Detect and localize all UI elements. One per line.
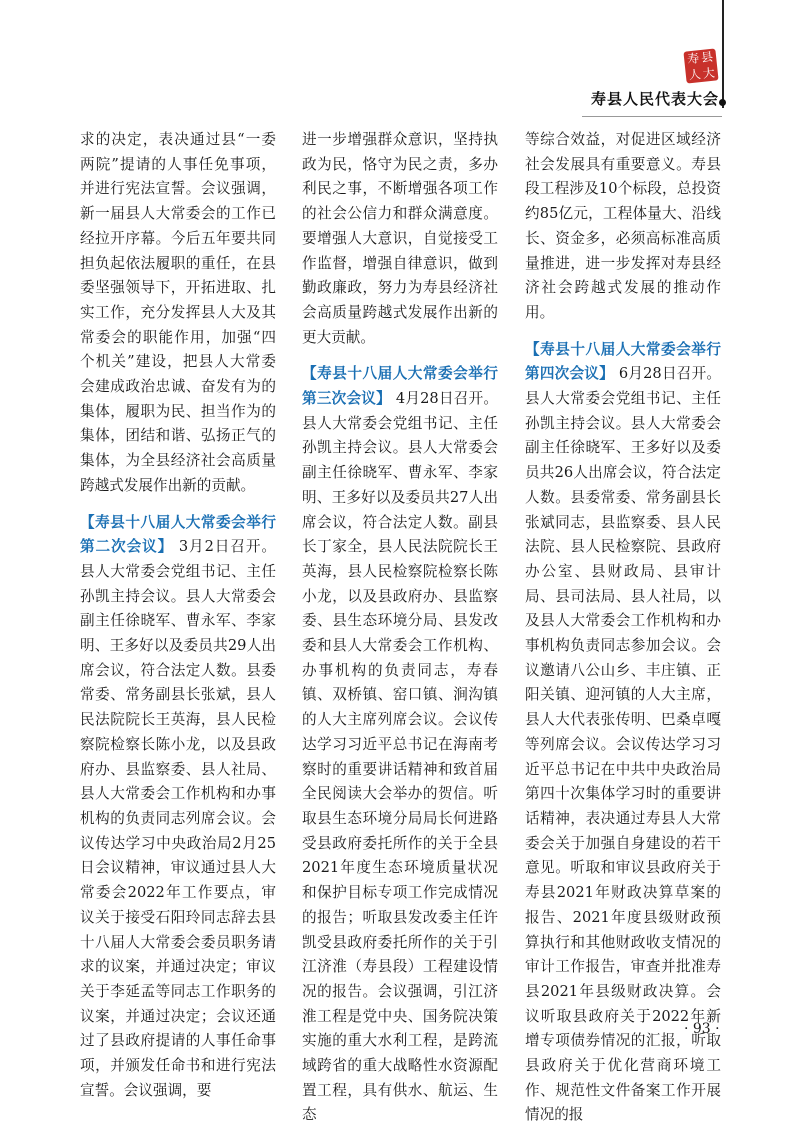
paragraph-text: 4月28日召开。县人大常委会党组书记、主任孙凯主持会议。县人大常委会副主任徐晓军、曹永军、李家明、王多好以及委员共27人出席会议，符合法定人数。副县长丁家全，县人民法院院长王英海，县人民检察院检察长陈小龙，以及县政府办、县监察委、县生态环境分局、县发改委和县人大常委会工作机构、办事机构的负责同志，寿春镇、双桥镇、窑口镇、涧沟镇的人大主席列席会议。会议传达学习习近平总书记在海南考察时的重要讲话精神和致首届全民阅读大会举办的贺信。听取县生态环境分局局长何进路受县政府委托所作的关于全县2021年度生态环境质量状况和保护目标专项工作完成情况的报告；听取县发改委主任许凯受县政府委托所作的关于引江济淮（寿县段）工程建设情况的报告。会议强调，引江济淮工程是党中央、国务院决策实施的重大水利工程，是跨流域跨省的重大战略性水资源配置工程，具有供水、航运、生态	[302, 390, 498, 1124]
title-dot	[719, 99, 726, 106]
logo-seal-icon: 寿 县 人 大	[683, 48, 718, 83]
paragraph	[525, 128, 721, 326]
paragraph-heading: 【寿县十八届人大常委会举行第三次会议】	[302, 365, 498, 408]
paragraph-heading: 【寿县十八届人大常委会举行第四次会议】	[525, 340, 721, 383]
column-1	[80, 128, 276, 1103]
paragraph	[80, 128, 276, 499]
header-vertical-line	[722, 0, 724, 108]
paragraph	[525, 338, 721, 1128]
column-3	[525, 128, 721, 1128]
paragraph	[80, 511, 276, 1104]
paragraph-text: 6月28日召开。县人大常委会党组书记、主任孙凯主持会议。县人大常委会副主任徐晓军、王多好以及委员共26人出席会议，符合法定人数。县委常委、常务副县长张斌同志，县监察委、县人民法院、县人民检察院、县政府办公室、县财政局、县审计局、县司法局、县人社局，以及县人大常委会工作机构和办事机构负责同志参加会议。会议邀请八公山乡、丰庄镇、正阳关镇、迎河镇的人大主席，县人大代表张传明、巴桑卓嘎等列席会议。会议传达学习习近平总书记在中共中央政治局第四十次集体学习时的重要讲话精神，表决通过寿县人大常委会关于加强自身建设的若干意见。听取和审议县政府关于寿县2021年财政决算草案的报告、2021年度县级财政预算执行和其他财政收支情况的审计工作报告，审查并批准寿县2021年县级财政决算。会议听取县政府关于2022年新增专项债券情况的汇报，听取县政府关于优化营商环境工作、规范性文件备案工作开展情况的报	[525, 365, 721, 1124]
paragraph-text: 3月2日召开。县人大常委会党组书记、主任孙凯主持会议。县人大常委会副主任徐晓军、曹永军、李家明、王多好以及委员共29人出席会议，符合法定人数。县委常委、常务副县长张斌，县人民法院院长王英海，县人民检察院检察长陈小龙，以及县政府办、县监察委、县人社局、县人大常委会工作机构和办事机构的负责同志列席会议。会议传达学习中央政治局2月25日会议精神，审议通过县人大常委会2022年工作要点，审议关于接受石阳玲同志辞去县十八届人大常委会委员职务请求的议案，并通过决定；审议关于李延孟等同志工作职务的议案，并通过决定；会议还通过了县政府提请的人事任命事项，并颁发任命书和进行宪法宣誓。会议强调，要	[80, 538, 276, 1099]
section-title: 寿县人民代表大会	[590, 90, 719, 108]
paragraph	[302, 128, 498, 350]
paragraph	[302, 362, 498, 1128]
header-rule	[582, 116, 722, 117]
paragraph-text: 进一步增强群众意识，坚持执政为民，恪守为民之责，多办利民之事，不断增强各项工作的社会公信力和群众满意度。要增强人大意识，自觉接受工作监督，增强自律意识，做到勤政廉政，努力为寿县经济社会高质量跨越式发展作出新的更大贡献。	[302, 131, 498, 346]
paragraph-text: 求的决定，表决通过县“一委两院”提请的人事任免事项，并进行宪法宣誓。会议强调，新一届县人大常委会的工作已经拉开序幕。今后五年要共同担负起依法履职的重任，在县委坚强领导下，开拓进取、扎实工作，充分发挥县人大及其常委会的职能作用，加强“四个机关”建设，把县人大常委会建成政治忠诚、奋发有为的集体，履职为民、担当作为的集体，团结和谐、弘扬正气的集体，为全县经济社会高质量跨越式发展作出新的贡献。	[80, 131, 276, 494]
page-number: · 93 ·	[684, 1021, 720, 1037]
paragraph-heading: 【寿县十八届人大常委会举行第二次会议】	[80, 513, 276, 556]
column-2	[302, 128, 498, 1128]
paragraph-text: 等综合效益，对促进区域经济社会发展具有重要意义。寿县段工程涉及10个标段，总投资约85亿元，工程体量大、沿线长、资金多，必须高标准高质量推进，进一步发挥对寿县经济社会跨越式发展的推动作用。	[525, 131, 721, 321]
